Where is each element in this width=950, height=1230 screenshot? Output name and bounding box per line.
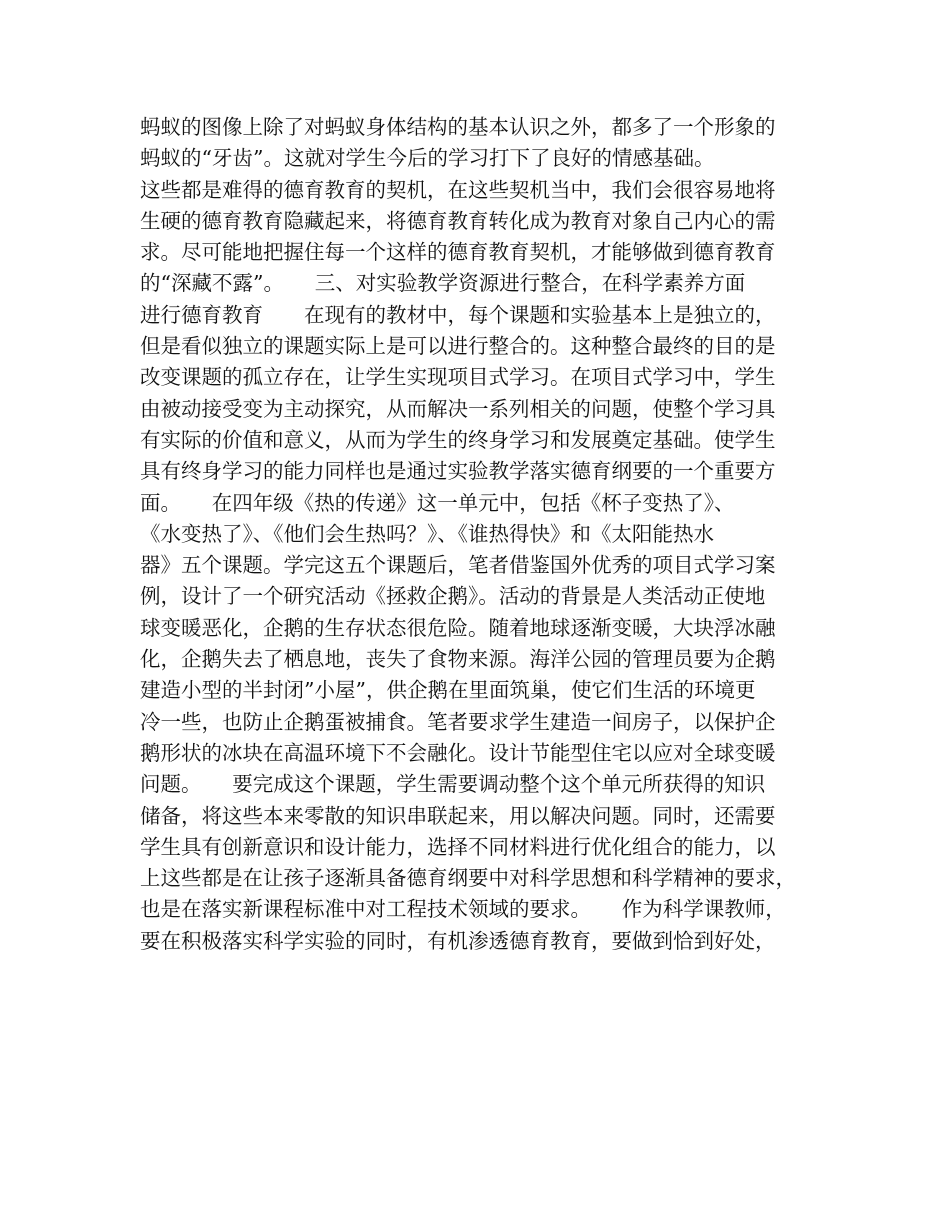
text-line-24: 学生具有创新意识和设计能力，选择不同材料进行优化组合的能力，以 — [140, 834, 776, 859]
text-line-25: 上这些都是在让孩子逐渐具备德育纲要中对科学思想和科学精神的要求， — [140, 866, 796, 891]
text-line-3: 这些都是难得的德育教育的契机，在这些契机当中，我们会很容易地将 — [140, 177, 776, 202]
text-line-21: 鹅形状的冰块在高温环境下不会融化。设计节能型住宅以应对全球变暖 — [140, 740, 776, 765]
text-line-1: 蚂蚁的图像上除了对蚂蚁身体结构的基本认识之外，都多了一个形象的 — [140, 115, 776, 139]
text-line-4: 生硬的德育教育隐藏起来，将德育教育转化成为教育对象自己内心的需 — [140, 208, 776, 233]
text-line-13: 面。 在四年级《热的传递》这一单元中，包括《杯子变热了》、 — [140, 490, 735, 515]
body-text — [140, 112, 830, 957]
text-line-7: 进行德育教育 在现有的教材中，每个课题和实验基本上是独立的， — [140, 302, 776, 327]
text-line-26: 也是在落实新课程标准中对工程技术领域的要求。 作为科学课教师， — [140, 897, 786, 922]
text-line-5: 求。尽可能地把握住每一个这样的德育教育契机，才能够做到德育教育 — [140, 240, 776, 265]
text-line-8: 但是看似独立的课题实际上是可以进行整合的。这种整合最终的目的是 — [140, 334, 776, 359]
text-line-15: 器》五个课题。学完这五个课题后，笔者借鉴国外优秀的项目式学习案 — [140, 553, 776, 578]
text-line-18: 化，企鹅失去了栖息地，丧失了食物来源。海洋公园的管理员要为企鹅 — [140, 647, 776, 672]
text-line-9: 改变课题的孤立存在，让学生实现项目式学习。在项目式学习中，学生 — [140, 365, 776, 390]
text-line-12: 具有终身学习的能力同样也是通过实验教学落实德育纲要的一个重要方 — [140, 459, 776, 484]
text-line-23: 储备，将这些本来零散的知识串联起来，用以解决问题。同时，还需要 — [140, 803, 776, 828]
text-line-6: 的“深藏不露”。 三、对实验教学资源进行整合，在科学素养方面 — [140, 271, 746, 296]
text-line-10: 由被动接受变为主动探究，从而解决一系列相关的问题，使整个学习具 — [140, 396, 776, 421]
text-line-11: 有实际的价值和意义，从而为学生的终身学习和发展奠定基础。使学生 — [140, 427, 776, 452]
text-line-16: 例，设计了一个研究活动《拯救企鹅》。活动的背景是人类活动正使地 — [140, 584, 766, 609]
text-line-20: 冷一些，也防止企鹅蛋被捕食。笔者要求学生建造一间房子，以保护企 — [140, 709, 776, 734]
text-line-19: 建造小型的半封闭”小屋”，供企鹅在里面筑巢，使它们生活的环境更 — [140, 678, 756, 703]
text-line-27: 要在积极落实科学实验的同时，有机渗透德育教育，要做到恰到好处， — [140, 928, 776, 953]
text-line-14: 《水变热了》、《他们会生热吗？》、《谁热得快》和《太阳能热水 — [140, 521, 714, 546]
text-line-2: 蚂蚁的“牙齿”。这就对学生今后的学习打下了良好的情感基础。 — [140, 146, 715, 171]
text-line-17: 球变暖恶化，企鹅的生存状态很危险。随着地球逐渐变暖，大块浮冰融 — [140, 615, 776, 640]
text-line-22: 问题。 要完成这个课题，学生需要调动整个这个单元所获得的知识 — [140, 772, 766, 797]
